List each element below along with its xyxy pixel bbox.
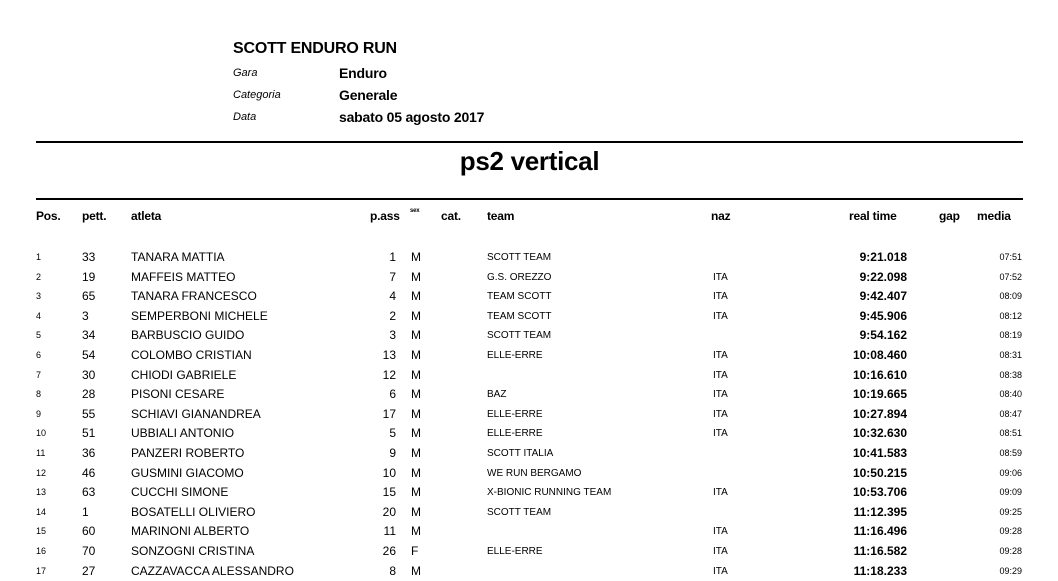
nationality-cell: ITA — [713, 350, 728, 361]
header-divider — [36, 198, 1023, 200]
real-time-cell: 9:42.407 — [800, 289, 907, 303]
category-position-cell: 10 — [366, 466, 396, 480]
real-time-cell: 11:12.395 — [800, 505, 907, 519]
media-cell: 09:06 — [990, 468, 1022, 478]
media-cell: 08:38 — [990, 370, 1022, 380]
category-position-cell: 11 — [366, 524, 396, 538]
col-athlete: atleta — [131, 209, 161, 223]
team-cell: SCOTT TEAM — [487, 330, 551, 341]
team-cell: ELLE-ERRE — [487, 428, 543, 439]
table-row — [0, 366, 1058, 386]
sex-cell: F — [411, 544, 418, 558]
real-time-cell: 9:22.098 — [800, 270, 907, 284]
col-bib: pett. — [82, 209, 106, 223]
sex-cell: M — [411, 446, 421, 460]
team-cell: SCOTT TEAM — [487, 252, 551, 263]
bib-cell: 27 — [82, 564, 95, 578]
real-time-cell: 10:19.665 — [800, 387, 907, 401]
bib-cell: 36 — [82, 446, 95, 460]
col-real-time: real time — [849, 209, 897, 223]
athlete-cell: SCHIAVI GIANANDREA — [131, 407, 261, 421]
category-position-cell: 3 — [366, 328, 396, 342]
sex-cell: M — [411, 466, 421, 480]
table-row — [0, 542, 1058, 562]
athlete-cell: TANARA MATTIA — [131, 250, 225, 264]
bib-cell: 55 — [82, 407, 95, 421]
results-table — [0, 248, 1058, 581]
table-row — [0, 522, 1058, 542]
table-row — [0, 248, 1058, 268]
position-cell: 13 — [36, 487, 46, 497]
sex-cell: M — [411, 485, 421, 499]
athlete-cell: UBBIALI ANTONIO — [131, 426, 234, 440]
real-time-cell: 11:16.582 — [800, 544, 907, 558]
sex-cell: M — [411, 270, 421, 284]
sex-cell: M — [411, 250, 421, 264]
page-title: ps2 vertical — [36, 146, 1023, 177]
date-value: sabato 05 agosto 2017 — [339, 109, 484, 125]
real-time-cell: 10:53.706 — [800, 485, 907, 499]
real-time-cell: 11:16.496 — [800, 524, 907, 538]
table-row — [0, 424, 1058, 444]
nationality-cell: ITA — [713, 409, 728, 420]
nationality-cell: ITA — [713, 428, 728, 439]
nationality-cell: ITA — [713, 566, 728, 577]
media-cell: 08:19 — [990, 330, 1022, 340]
bib-cell: 34 — [82, 328, 95, 342]
race-row — [233, 62, 484, 84]
top-divider — [36, 141, 1023, 143]
table-row — [0, 503, 1058, 523]
sex-cell: M — [411, 309, 421, 323]
col-sex: sex — [410, 208, 419, 214]
team-cell: TEAM SCOTT — [487, 291, 551, 302]
category-position-cell: 26 — [366, 544, 396, 558]
real-time-cell: 10:50.215 — [800, 466, 907, 480]
category-position-cell: 9 — [366, 446, 396, 460]
nationality-cell: ITA — [713, 389, 728, 400]
sex-cell: M — [411, 407, 421, 421]
nationality-cell: ITA — [713, 291, 728, 302]
table-row — [0, 346, 1058, 366]
nationality-cell: ITA — [713, 311, 728, 322]
athlete-cell: BARBUSCIO GUIDO — [131, 328, 244, 342]
media-cell: 09:28 — [990, 526, 1022, 536]
media-cell: 07:52 — [990, 272, 1022, 282]
media-cell: 07:51 — [990, 252, 1022, 262]
bib-cell: 46 — [82, 466, 95, 480]
media-cell: 09:28 — [990, 546, 1022, 556]
media-cell: 09:09 — [990, 487, 1022, 497]
col-gap: gap — [939, 209, 960, 223]
athlete-cell: COLOMBO CRISTIAN — [131, 348, 252, 362]
position-cell: 9 — [36, 409, 41, 419]
athlete-cell: PISONI CESARE — [131, 387, 224, 401]
category-position-cell: 8 — [366, 564, 396, 578]
category-position-cell: 13 — [366, 348, 396, 362]
position-cell: 14 — [36, 507, 46, 517]
media-cell: 08:09 — [990, 291, 1022, 301]
table-row — [0, 405, 1058, 425]
col-pos: Pos. — [36, 209, 61, 223]
media-cell: 08:31 — [990, 350, 1022, 360]
athlete-cell: CUCCHI SIMONE — [131, 485, 228, 499]
col-cat: cat. — [441, 209, 461, 223]
real-time-cell: 10:08.460 — [800, 348, 907, 362]
real-time-cell: 11:18.233 — [800, 564, 907, 578]
event-header — [233, 40, 484, 128]
category-row — [233, 84, 484, 106]
date-row — [233, 106, 484, 128]
nationality-cell: ITA — [713, 370, 728, 381]
team-cell: ELLE-ERRE — [487, 546, 543, 557]
team-cell: SCOTT TEAM — [487, 507, 551, 518]
athlete-cell: CHIODI GABRIELE — [131, 368, 236, 382]
bib-cell: 3 — [82, 309, 89, 323]
team-cell: ELLE-ERRE — [487, 409, 543, 420]
nationality-cell: ITA — [713, 272, 728, 283]
real-time-cell: 10:41.583 — [800, 446, 907, 460]
position-cell: 7 — [36, 370, 41, 380]
position-cell: 12 — [36, 468, 46, 478]
bib-cell: 19 — [82, 270, 95, 284]
sex-cell: M — [411, 289, 421, 303]
sex-cell: M — [411, 368, 421, 382]
position-cell: 16 — [36, 546, 46, 556]
team-cell: G.S. OREZZO — [487, 272, 551, 283]
athlete-cell: PANZERI ROBERTO — [131, 446, 244, 460]
race-label: Gara — [233, 67, 339, 79]
position-cell: 3 — [36, 291, 41, 301]
athlete-cell: TANARA FRANCESCO — [131, 289, 257, 303]
category-position-cell: 1 — [366, 250, 396, 264]
media-cell: 08:40 — [990, 389, 1022, 399]
athlete-cell: CAZZAVACCA ALESSANDRO — [131, 564, 294, 578]
category-label: Categoria — [233, 89, 339, 101]
real-time-cell: 9:21.018 — [800, 250, 907, 264]
bib-cell: 54 — [82, 348, 95, 362]
bib-cell: 60 — [82, 524, 95, 538]
position-cell: 2 — [36, 272, 41, 282]
category-position-cell: 4 — [366, 289, 396, 303]
media-cell: 08:59 — [990, 448, 1022, 458]
race-value: Enduro — [339, 65, 387, 81]
col-cat-pos: p.ass — [370, 209, 400, 223]
position-cell: 11 — [36, 448, 45, 458]
category-position-cell: 20 — [366, 505, 396, 519]
bib-cell: 30 — [82, 368, 95, 382]
athlete-cell: GUSMINI GIACOMO — [131, 466, 244, 480]
category-position-cell: 2 — [366, 309, 396, 323]
bib-cell: 1 — [82, 505, 89, 519]
nationality-cell: ITA — [713, 546, 728, 557]
sex-cell: M — [411, 328, 421, 342]
real-time-cell: 9:45.906 — [800, 309, 907, 323]
position-cell: 4 — [36, 311, 41, 321]
position-cell: 10 — [36, 428, 46, 438]
real-time-cell: 10:32.630 — [800, 426, 907, 440]
media-cell: 08:12 — [990, 311, 1022, 321]
category-position-cell: 5 — [366, 426, 396, 440]
nationality-cell: ITA — [713, 526, 728, 537]
team-cell: BAZ — [487, 389, 506, 400]
media-cell: 08:47 — [990, 409, 1022, 419]
position-cell: 17 — [36, 566, 46, 576]
real-time-cell: 9:54.162 — [800, 328, 907, 342]
bib-cell: 65 — [82, 289, 95, 303]
sex-cell: M — [411, 387, 421, 401]
col-naz: naz — [711, 209, 730, 223]
category-position-cell: 17 — [366, 407, 396, 421]
category-value: Generale — [339, 87, 397, 103]
real-time-cell: 10:27.894 — [800, 407, 907, 421]
event-name: SCOTT ENDURO RUN — [233, 40, 484, 62]
position-cell: 6 — [36, 350, 41, 360]
team-cell: X-BIONIC RUNNING TEAM — [487, 487, 611, 498]
team-cell: TEAM SCOTT — [487, 311, 551, 322]
sex-cell: M — [411, 505, 421, 519]
position-cell: 15 — [36, 526, 46, 536]
col-media: media — [977, 209, 1011, 223]
sex-cell: M — [411, 426, 421, 440]
table-row — [0, 483, 1058, 503]
category-position-cell: 7 — [366, 270, 396, 284]
sex-cell: M — [411, 564, 421, 578]
athlete-cell: MARINONI ALBERTO — [131, 524, 249, 538]
sex-cell: M — [411, 348, 421, 362]
position-cell: 5 — [36, 330, 41, 340]
athlete-cell: MAFFEIS MATTEO — [131, 270, 235, 284]
athlete-cell: SONZOGNI CRISTINA — [131, 544, 254, 558]
date-label: Data — [233, 111, 339, 123]
sex-cell: M — [411, 524, 421, 538]
media-cell: 09:29 — [990, 566, 1022, 576]
bib-cell: 33 — [82, 250, 95, 264]
team-cell: SCOTT ITALIA — [487, 448, 553, 459]
bib-cell: 51 — [82, 426, 95, 440]
table-row — [0, 464, 1058, 484]
nationality-cell: ITA — [713, 487, 728, 498]
table-row — [0, 444, 1058, 464]
table-row — [0, 562, 1058, 581]
bib-cell: 28 — [82, 387, 95, 401]
table-row — [0, 385, 1058, 405]
table-row — [0, 326, 1058, 346]
table-row — [0, 287, 1058, 307]
position-cell: 8 — [36, 389, 41, 399]
col-team: team — [487, 209, 514, 223]
team-cell: WE RUN BERGAMO — [487, 468, 581, 479]
bib-cell: 70 — [82, 544, 95, 558]
media-cell: 08:51 — [990, 428, 1022, 438]
team-cell: ELLE-ERRE — [487, 350, 543, 361]
table-row — [0, 307, 1058, 327]
category-position-cell: 15 — [366, 485, 396, 499]
table-row — [0, 268, 1058, 288]
bib-cell: 63 — [82, 485, 95, 499]
media-cell: 09:25 — [990, 507, 1022, 517]
athlete-cell: SEMPERBONI MICHELE — [131, 309, 268, 323]
category-position-cell: 12 — [366, 368, 396, 382]
real-time-cell: 10:16.610 — [800, 368, 907, 382]
athlete-cell: BOSATELLI OLIVIERO — [131, 505, 256, 519]
category-position-cell: 6 — [366, 387, 396, 401]
position-cell: 1 — [36, 252, 41, 262]
